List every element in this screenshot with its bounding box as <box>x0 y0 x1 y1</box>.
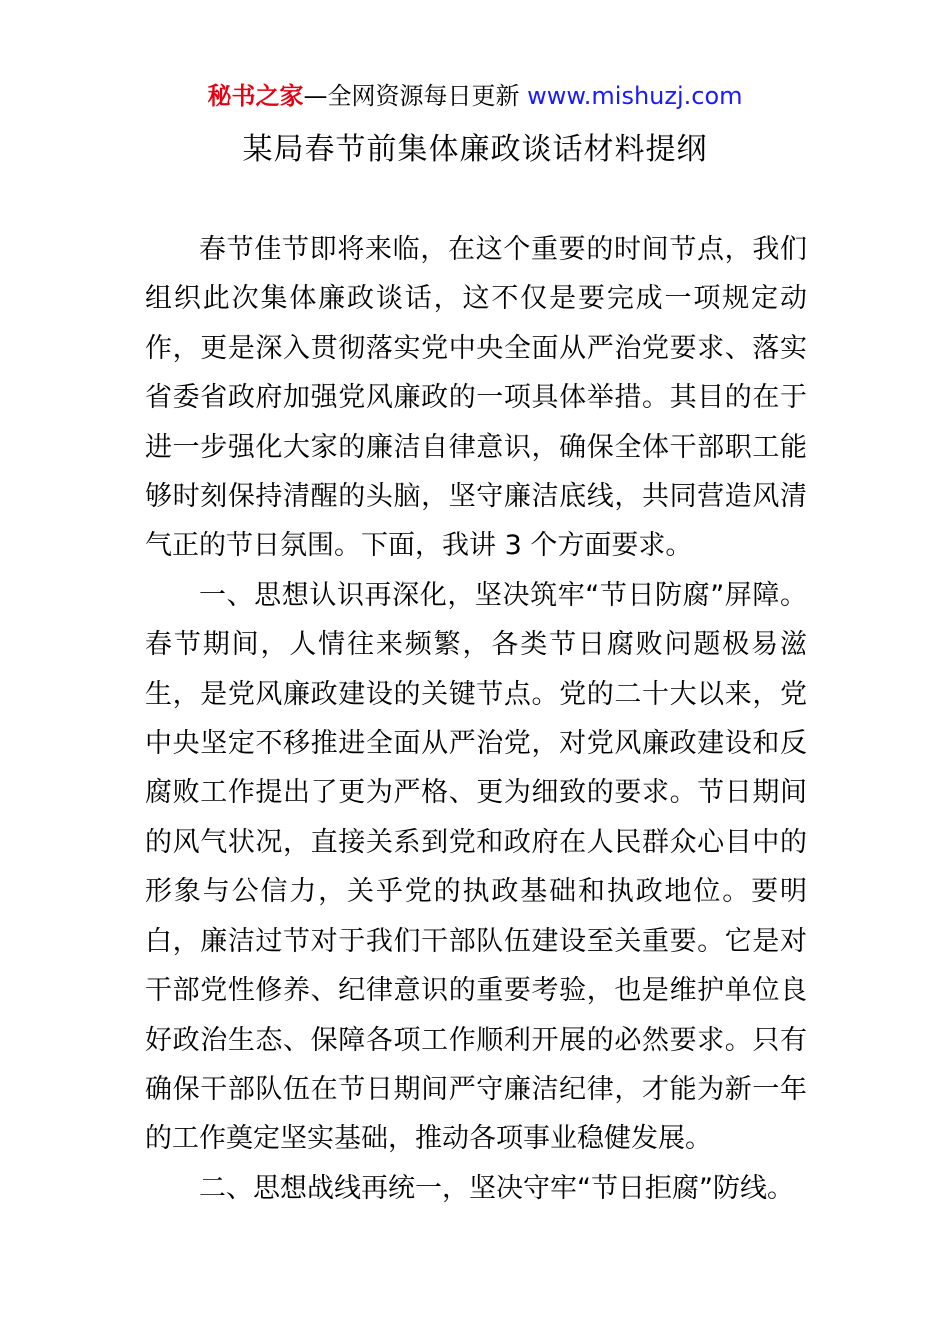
site-header-banner <box>0 80 950 112</box>
paragraph-intro: 春节佳节即将来临，在这个重要的时间节点，我们组织此次集体廉政谈话，这不仅是要完成一项规定动作，更是深入贯彻落实党中央全面从严治党要求、落实省委省政府加强党风廉政的一项具体举措。其目的在于进一步强化大家的廉洁自律意识，确保全体干部职工能够时刻保持清醒的头脑，坚守廉洁底线，共同营造风清气正的节日氛围。下面，我讲 3 个方面要求。 <box>145 234 807 562</box>
document-body <box>145 225 807 1213</box>
paragraph-section-two-heading: 二、思想战线再统一，坚决守牢“节日拒腐”防线。 <box>199 1172 794 1204</box>
site-url-link[interactable]: www.mishuzj.com <box>527 82 743 110</box>
brand-name: 秘书之家 <box>207 82 304 110</box>
header-tagline: —全网资源每日更新 <box>303 82 528 110</box>
paragraph-section-one: 一、思想认识再深化，坚决筑牢“节日防腐”屏障。春节期间，人情往来频繁，各类节日腐败问题极易滋生，是党风廉政建设的关键节点。党的二十大以来，党中央坚定不移推进全面从严治党，对党风廉政建设和反腐败工作提出了更为严格、更为细致的要求。节日期间的风气状况，直接关系到党和政府在人民群众心目中的形象与公信力，关乎党的执政基础和执政地位。要明白，廉洁过节对于我们干部队伍建设至关重要。它是对干部党性修养、纪律意识的重要考验，也是维护单位良好政治生态、保障各项工作顺利开展的必然要求。只有确保干部队伍在节日期间严守廉洁纪律，才能为新一年的工作奠定坚实基础，推动各项事业稳健发展。 <box>145 579 807 1155</box>
document-title: 某局春节前集体廉政谈话材料提纲 <box>242 132 708 167</box>
